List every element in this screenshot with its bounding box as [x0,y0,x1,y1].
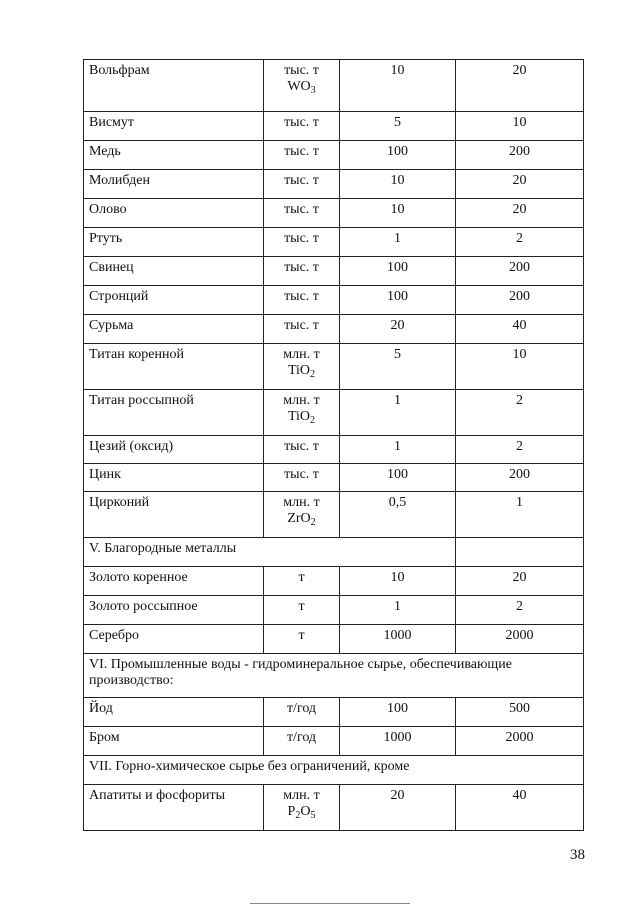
unit-text: млн. т [283,393,320,408]
value-2: 200 [456,141,584,170]
value-1: 0,5 [340,492,456,538]
value-1: 1 [340,390,456,436]
mineral-name: Стронций [84,286,264,315]
value-2: 40 [456,785,584,831]
formula-text: TiO [287,363,311,378]
value-1: 100 [340,141,456,170]
value-1: 1 [340,596,456,625]
formula-subscript: 5 [310,810,316,821]
unit-text: т/год [264,698,340,727]
mineral-name: Олово [84,199,264,228]
value-2: 10 [456,344,584,390]
unit-text: тыс. т [264,436,340,464]
unit-text: млн. т [283,495,320,510]
empty-cell [456,538,584,567]
unit-cell [264,390,340,436]
unit-text: т [264,567,340,596]
table-row [84,344,584,390]
mineral-name: Вольфрам [84,60,264,112]
value-1: 10 [340,60,456,112]
unit-text: тыс. т [264,170,340,199]
table-row [84,727,584,756]
table-row [84,170,584,199]
mineral-name: Цирконий [84,492,264,538]
table-row [84,436,584,464]
mineral-name: Золото коренное [84,567,264,596]
section-heading: VII. Горно-химическое сырье без ограничений, кроме [84,756,584,785]
value-1: 20 [340,785,456,831]
value-1: 5 [340,112,456,141]
mineral-name: Медь [84,141,264,170]
value-2: 2 [456,228,584,257]
mineral-name: Молибден [84,170,264,199]
formula-text: P [287,804,296,819]
table-row [84,315,584,344]
value-2: 2000 [456,625,584,654]
table-row [84,785,584,831]
table-row [84,625,584,654]
page-number: 38 [570,847,585,863]
value-1: 100 [340,698,456,727]
mineral-name: Бром [84,727,264,756]
mineral-name: Висмут [84,112,264,141]
table-row [84,492,584,538]
unit-text: тыс. т [264,464,340,492]
unit-text: т [264,625,340,654]
mineral-name: Цинк [84,464,264,492]
value-2: 20 [456,199,584,228]
table-row [84,464,584,492]
value-2: 500 [456,698,584,727]
value-2: 2 [456,436,584,464]
value-2: 2 [456,390,584,436]
value-1: 1 [340,228,456,257]
value-2: 20 [456,170,584,199]
formula-subscript: 2 [310,369,316,380]
formula-text: O [300,804,311,819]
formula-text: ZrO [287,511,311,526]
formula-text: TiO [287,409,311,424]
unit-text: тыс. т [264,199,340,228]
mineral-name: Титан россыпной [84,390,264,436]
section-row [84,538,584,567]
table-row [84,567,584,596]
value-1: 100 [340,286,456,315]
value-1: 1000 [340,727,456,756]
section-row [84,654,584,698]
table-row [84,112,584,141]
unit-text: млн. т [283,347,320,362]
table-row [84,698,584,727]
section-row [84,756,584,785]
value-1: 10 [340,170,456,199]
unit-text: т/год [264,727,340,756]
value-2: 20 [456,60,584,112]
table-row [84,286,584,315]
table-row [84,390,584,436]
mineral-name: Апатиты и фосфориты [84,785,264,831]
mineral-name: Йод [84,698,264,727]
value-1: 5 [340,344,456,390]
mineral-threshold-table [83,59,584,831]
mineral-name: Серебро [84,625,264,654]
unit-text: тыс. т [264,141,340,170]
value-1: 100 [340,257,456,286]
value-2: 200 [456,286,584,315]
value-2: 40 [456,315,584,344]
formula-subscript: 2 [310,415,316,426]
unit-cell [264,492,340,538]
formula-subscript: 2 [295,810,301,821]
unit-text: млн. т [283,788,320,803]
value-2: 2000 [456,727,584,756]
value-1: 20 [340,315,456,344]
value-2: 200 [456,257,584,286]
value-2: 20 [456,567,584,596]
mineral-name: Золото россыпное [84,596,264,625]
unit-cell [264,785,340,831]
unit-text: тыс. т [264,228,340,257]
value-1: 1000 [340,625,456,654]
formula-subscript: 2 [310,517,316,528]
table-row [84,596,584,625]
unit-text: тыс. т [284,63,319,78]
unit-text: тыс. т [264,112,340,141]
unit-cell [264,344,340,390]
table-row [84,257,584,286]
table-row [84,60,584,112]
mineral-name: Сурьма [84,315,264,344]
scan-edge-line [250,903,410,904]
unit-text: тыс. т [264,257,340,286]
formula-subscript: 3 [310,85,316,96]
value-2: 10 [456,112,584,141]
formula-text: WO [287,79,311,94]
section-heading: V. Благородные металлы [84,538,456,567]
section-heading: VI. Промышленные воды - гидроминеральное сырье, обеспечивающие производство: [84,654,584,698]
mineral-name: Титан коренной [84,344,264,390]
unit-cell [264,60,340,112]
table-row [84,228,584,257]
unit-text: тыс. т [264,286,340,315]
value-1: 10 [340,199,456,228]
value-2: 200 [456,464,584,492]
value-1: 100 [340,464,456,492]
value-1: 10 [340,567,456,596]
mineral-name: Свинец [84,257,264,286]
unit-text: т [264,596,340,625]
value-2: 2 [456,596,584,625]
value-2: 1 [456,492,584,538]
table-row [84,141,584,170]
mineral-name: Цезий (оксид) [84,436,264,464]
value-1: 1 [340,436,456,464]
table-row [84,199,584,228]
unit-text: тыс. т [264,315,340,344]
mineral-name: Ртуть [84,228,264,257]
